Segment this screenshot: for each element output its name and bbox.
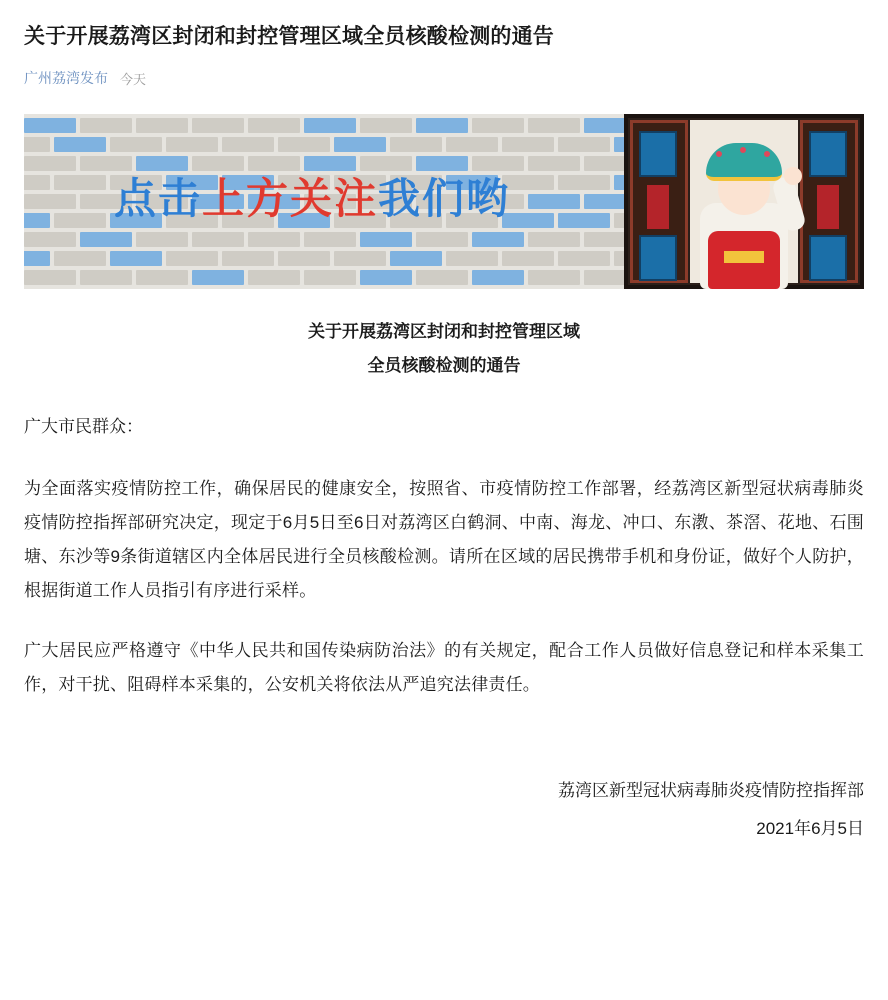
brick <box>502 137 554 152</box>
brick <box>558 251 610 266</box>
brick <box>416 232 468 247</box>
brick <box>54 175 106 190</box>
brick <box>334 251 386 266</box>
brick <box>80 270 132 285</box>
brick <box>222 251 274 266</box>
brick <box>558 137 610 152</box>
brick <box>24 251 50 266</box>
brick <box>24 194 76 209</box>
brick <box>390 137 442 152</box>
brick <box>446 137 498 152</box>
brick <box>80 118 132 133</box>
brick <box>558 213 610 228</box>
article-meta <box>24 68 864 88</box>
article-source-link[interactable]: 广州荔湾发布 <box>24 70 108 87</box>
brick <box>192 270 244 285</box>
article-timestamp: 今天 <box>120 71 147 87</box>
brick <box>334 137 386 152</box>
brick <box>472 232 524 247</box>
brick <box>24 213 50 228</box>
brick <box>278 137 330 152</box>
opera-character-illustration <box>684 139 804 289</box>
brick <box>192 232 244 247</box>
brick <box>24 156 76 171</box>
window-shutter-right <box>800 120 858 283</box>
brick <box>446 251 498 266</box>
brick <box>222 137 274 152</box>
follow-us-banner-image <box>24 114 864 289</box>
brick <box>248 118 300 133</box>
brick <box>360 118 412 133</box>
window-illustration <box>624 114 864 289</box>
brick <box>54 251 106 266</box>
document-heading-line-2: 全员核酸检测的通告 <box>367 356 521 376</box>
brick <box>248 270 300 285</box>
brick <box>54 137 106 152</box>
page-title: 关于开展荔湾区封闭和封控管理区域全员核酸检测的通告 <box>24 25 554 48</box>
document-date: 2021年6月5日 <box>756 818 864 838</box>
brick <box>24 232 76 247</box>
brick <box>24 118 76 133</box>
brick <box>472 270 524 285</box>
window-shutter-left <box>630 120 688 283</box>
brick <box>24 137 50 152</box>
brick <box>390 251 442 266</box>
brick <box>54 213 106 228</box>
brick <box>136 118 188 133</box>
brick <box>304 270 356 285</box>
brick <box>80 232 132 247</box>
brick <box>528 194 580 209</box>
brick <box>360 270 412 285</box>
document-salutation: 广大市民群众： <box>24 417 143 437</box>
banner-text <box>114 166 510 226</box>
brick <box>136 270 188 285</box>
document-heading-line-1: 关于开展荔湾区封闭和封控管理区域 <box>308 322 580 342</box>
brick <box>110 137 162 152</box>
banner-text-accent: 上方关注 <box>202 174 379 224</box>
brick <box>528 232 580 247</box>
banner-text-tail: 我们哟 <box>378 174 511 224</box>
brick <box>136 232 188 247</box>
brick <box>304 232 356 247</box>
brick <box>166 251 218 266</box>
brick <box>416 118 468 133</box>
brick <box>528 270 580 285</box>
brick <box>24 175 50 190</box>
brick <box>24 270 76 285</box>
brick <box>528 118 580 133</box>
brick <box>472 118 524 133</box>
brick <box>110 251 162 266</box>
brick <box>416 270 468 285</box>
brick <box>502 251 554 266</box>
document-paragraph-2: 广大居民应严格遵守《中华人民共和国传染病防治法》的有关规定，配合工作人员做好信息登记和样本采集工作，对干扰、阻碍样本采集的，公安机关将依法从严追究法律责任。 <box>24 640 864 694</box>
banner-text-lead: 点击 <box>114 174 203 224</box>
document-paragraph-1: 为全面落实疫情防控工作，确保居民的健康安全，按照省、市疫情防控工作部署，经荔湾区新型冠状病毒肺炎疫情防控指挥部研究决定，现定于6月5日至6日对荔湾区白鹤洞、中南、海龙、冲口、东漖、茶滘、花地、石围塘、东沙等9条街道辖区内全体居民进行全员核酸检测。请所在区域的居民携带手机和身份证，做好个人防护，根据街道工作人员指引有序进行采样。 <box>24 478 864 600</box>
brick <box>192 118 244 133</box>
brick <box>304 118 356 133</box>
brick <box>278 251 330 266</box>
brick <box>166 137 218 152</box>
brick <box>248 232 300 247</box>
document-signature: 荔湾区新型冠状病毒肺炎疫情防控指挥部 <box>558 780 864 800</box>
brick <box>558 175 610 190</box>
brick <box>528 156 580 171</box>
brick <box>360 232 412 247</box>
document-heading <box>24 315 864 383</box>
